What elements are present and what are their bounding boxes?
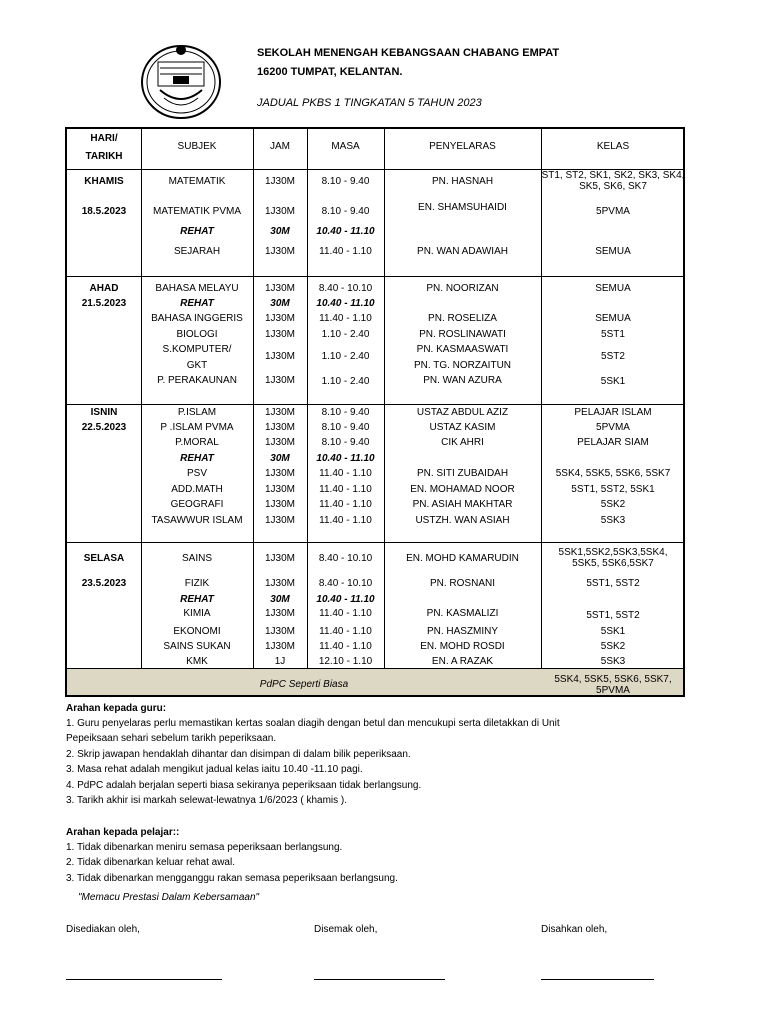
table-cell: 8.10 - 9.40 — [321, 422, 370, 433]
table-cell: 1.10 - 2.40 — [321, 351, 370, 362]
header-kelas: KELAS — [596, 141, 630, 152]
table-cell: 5SK1 — [600, 626, 626, 637]
table-cell: 5ST1, 5ST2, 5SK1 — [571, 484, 655, 495]
table-cell: GKT — [186, 360, 208, 371]
exam-schedule-table — [65, 127, 685, 697]
day-khamis: KHAMIS — [84, 176, 124, 187]
table-cell: USTAZ ABDUL AZIZ — [416, 407, 509, 418]
table-cell: 30M — [270, 453, 290, 464]
table-cell: CIK AHRI — [441, 437, 484, 448]
table-cell: 1J30M — [264, 553, 295, 564]
table-cell: PELAJAR ISLAM — [574, 407, 652, 418]
table-cell: KIMIA — [183, 608, 211, 619]
date-ahad: 21.5.2023 — [81, 298, 127, 309]
table-cell: 1J30M — [264, 499, 295, 510]
table-cell: P .ISLAM PVMA — [160, 422, 234, 433]
table-cell: PELAJAR SIAM — [577, 437, 649, 448]
table-cell: 11.40 - 1.10 — [319, 626, 372, 637]
guru-note: 2. Skrip jawapan hendaklah dihantar dan disimpan di dalam bilik peperiksaan. — [66, 749, 411, 760]
table-cell: 1J30M — [264, 283, 295, 294]
table-cell: PN. WAN ADAWIAH — [417, 246, 508, 257]
table-cell: PN. ROSELIZA — [428, 313, 497, 324]
table-cell: 5SK3 — [600, 515, 626, 526]
table-cell: REHAT — [180, 298, 214, 309]
signature-line — [541, 979, 654, 980]
table-cell: 5SK3 — [600, 656, 626, 667]
header-masa: MASA — [331, 141, 360, 152]
table-cell: 8.40 - 10.10 — [318, 553, 373, 564]
table-cell: REHAT — [180, 453, 214, 464]
table-cell: 11.40 - 1.10 — [319, 641, 372, 652]
pelajar-notes-title: Arahan kepada pelajar:: — [66, 827, 180, 838]
signature-disediakan: Disediakan oleh, — [66, 924, 140, 935]
table-cell: EN. MOHD KAMARUDIN — [406, 553, 519, 564]
table-cell: EN. MOHD ROSDI — [420, 641, 505, 652]
table-cell: 11.40 - 1.10 — [319, 499, 372, 510]
table-cell: 1J30M — [264, 329, 295, 340]
table-cell: S.KOMPUTER/ — [162, 344, 232, 355]
guru-note: 3. Tarikh akhir isi markah selewat-lewatnya 1/6/2023 ( khamis ). — [66, 795, 348, 806]
table-cell: 10.40 - 11.10 — [316, 226, 375, 237]
table-cell: 30M — [270, 298, 290, 309]
table-cell: BAHASA MELAYU — [155, 283, 239, 294]
table-cell: PN. WAN AZURA — [423, 375, 502, 386]
header-tarikh: TARIKH — [85, 151, 123, 162]
table-cell: 1J30M — [264, 468, 295, 479]
table-cell: 10.40 - 11.10 — [316, 594, 375, 605]
pdpc-label: PdPC Seperti Biasa — [259, 679, 349, 690]
table-cell: 30M — [270, 226, 290, 237]
table-cell: 30M — [270, 594, 290, 605]
table-cell: 1J30M — [264, 351, 295, 362]
table-cell: 1J30M — [264, 484, 295, 495]
table-cell: P.MORAL — [175, 437, 219, 448]
table-cell: 8.10 - 9.40 — [321, 176, 370, 187]
table-cell: MATEMATIK PVMA — [153, 206, 241, 217]
table-cell: GEOGRAFI — [170, 499, 224, 510]
table-cell: 8.40 - 10.10 — [318, 283, 373, 294]
table-cell: SAINS — [181, 553, 212, 564]
table-cell: 11.40 - 1.10 — [319, 468, 372, 479]
guru-note: 4. PdPC adalah berjalan seperti biasa sekiranya peperiksaan tidak berlangsung. — [66, 780, 422, 791]
table-cell: 8.40 - 10.10 — [318, 578, 373, 589]
table-cell: PSV — [186, 468, 207, 479]
table-cell: PN. HASZMINY — [426, 626, 499, 637]
day-isnin: ISNIN — [90, 407, 118, 418]
table-cell: PN. KASMAASWATI — [416, 344, 509, 355]
table-cell: 8.10 - 9.40 — [321, 437, 370, 448]
table-cell: P. PERAKAUNAN — [157, 375, 237, 386]
table-cell: 10.40 - 11.10 — [316, 453, 375, 464]
date-khamis: 18.5.2023 — [81, 206, 127, 217]
table-cell: 8.10 - 9.40 — [321, 206, 370, 217]
table-cell: ST1, ST2, SK1, SK2, SK3, SK4, — [541, 170, 685, 181]
motto: "Memacu Prestasi Dalam Kebersamaan" — [78, 892, 260, 903]
table-cell: 5PVMA — [596, 422, 630, 433]
table-cell: PN. ROSLINAWATI — [419, 329, 506, 340]
table-cell: SAINS SUKAN — [163, 641, 231, 652]
table-cell: 1J30M — [264, 206, 295, 217]
table-cell: TASAWWUR ISLAM — [151, 515, 243, 526]
table-cell: REHAT — [180, 594, 214, 605]
pelajar-note: 3. Tidak dibenarkan mengganggu rakan semasa peperiksaan berlangsung. — [66, 873, 398, 884]
signature-line — [314, 979, 445, 980]
table-cell: SEMUA — [595, 283, 631, 294]
table-cell: 11.40 - 1.10 — [319, 608, 372, 619]
date-isnin: 22.5.2023 — [81, 422, 127, 433]
table-cell: 5SK5, 5SK6,5SK7 — [572, 558, 654, 569]
table-cell: 1J30M — [264, 313, 295, 324]
signature-disemak: Disemak oleh, — [314, 924, 378, 935]
table-cell: 5SK4, 5SK5, 5SK6, 5SK7 — [555, 468, 671, 479]
table-cell: 5SK1 — [600, 376, 626, 387]
table-cell: BAHASA INGGERIS — [151, 313, 243, 324]
table-cell: 1J30M — [264, 176, 295, 187]
table-cell: EN. MOHAMAD NOOR — [410, 484, 515, 495]
table-cell: 11.40 - 1.10 — [319, 515, 372, 526]
table-cell: 1J30M — [264, 375, 295, 386]
table-cell: 1.10 - 2.40 — [321, 329, 370, 340]
table-cell: 11.40 - 1.10 — [319, 484, 372, 495]
table-cell: P.ISLAM — [177, 407, 217, 418]
header-subjek: SUBJEK — [177, 141, 217, 152]
school-address: 16200 TUMPAT, KELANTAN. — [257, 66, 403, 78]
table-cell: 1J30M — [264, 437, 295, 448]
pelajar-note: 2. Tidak dibenarkan keluar rehat awal. — [66, 857, 235, 868]
table-cell: PN. SITI ZUBAIDAH — [416, 468, 509, 479]
table-cell: FIZIK — [184, 578, 210, 589]
table-cell: SEMUA — [595, 246, 631, 257]
table-cell: 5ST1, 5ST2 — [586, 578, 640, 589]
school-name: SEKOLAH MENENGAH KEBANGSAAN CHABANG EMPAT — [257, 47, 560, 59]
table-cell: 12.10 - 1.10 — [318, 656, 373, 667]
table-cell: REHAT — [180, 226, 214, 237]
table-cell: ADD.MATH — [171, 484, 223, 495]
table-cell: EN. SHAMSUHAIDI — [418, 202, 507, 213]
table-cell: 5ST1 — [601, 329, 625, 340]
table-cell: 5SK2 — [600, 641, 626, 652]
table-cell: SEJARAH — [173, 246, 221, 257]
table-cell: 8.10 - 9.40 — [321, 407, 370, 418]
pdpc-kelas: 5SK4, 5SK5, 5SK6, 5SK7, — [554, 674, 672, 685]
guru-notes-title: Arahan kepada guru: — [66, 703, 167, 714]
table-cell: 5PVMA — [596, 206, 630, 217]
pelajar-note: 1. Tidak dibenarkan meniru semasa peperiksaan berlangsung. — [66, 842, 343, 853]
day-ahad: AHAD — [89, 283, 119, 294]
table-cell: 1J30M — [264, 407, 295, 418]
table-cell: PN. TG. NORZAITUN — [413, 360, 512, 371]
guru-note: 3. Masa rehat adalah mengikut jadual kelas iaitu 10.40 -11.10 pagi. — [66, 764, 363, 775]
table-cell: 5ST2 — [601, 351, 625, 362]
table-cell: EN. A RAZAK — [431, 656, 494, 667]
table-cell: 1J30M — [264, 641, 295, 652]
table-cell: 5SK2 — [600, 499, 626, 510]
table-cell: 1.10 - 2.40 — [321, 376, 370, 387]
header-penyelaras: PENYELARAS — [429, 141, 496, 152]
pdpc-kelas-2: 5PVMA — [596, 685, 630, 696]
table-cell: 11.40 - 1.10 — [319, 313, 372, 324]
table-cell: 5ST1, 5ST2 — [586, 610, 640, 621]
guru-note: Pepeiksaan sehari sebelum tarikh peperiksaan. — [66, 733, 277, 744]
school-logo — [140, 40, 222, 120]
table-cell: PN. NOORIZAN — [426, 283, 499, 294]
table-cell: KMK — [186, 656, 208, 667]
table-cell: USTZH. WAN ASIAH — [415, 515, 510, 526]
table-cell: BIOLOGI — [176, 329, 218, 340]
table-cell: 10.40 - 11.10 — [316, 298, 375, 309]
table-cell: 1J30M — [264, 608, 295, 619]
table-cell: PN. ASIAH MAKHTAR — [412, 499, 513, 510]
guru-note: 1. Guru penyelaras perlu memastikan kertas soalan diagih dengan betul dan mencukupi serta diletakkan di Unit — [66, 718, 560, 729]
table-cell: 1J30M — [264, 515, 295, 526]
document-title: JADUAL PKBS 1 TINGKATAN 5 TAHUN 2023 — [257, 97, 482, 109]
date-selasa: 23.5.2023 — [81, 578, 127, 589]
table-cell: EKONOMI — [173, 626, 221, 637]
day-selasa: SELASA — [83, 553, 125, 564]
table-cell: 5SK1,5SK2,5SK3,5SK4, — [558, 547, 668, 558]
table-cell: 1J30M — [264, 578, 295, 589]
table-cell: 1J30M — [264, 422, 295, 433]
table-cell: SK5, SK6, SK7 — [579, 181, 647, 192]
table-cell: PN. ROSNANI — [429, 578, 495, 589]
table-cell: SEMUA — [595, 313, 631, 324]
signature-disahkan: Disahkan oleh, — [541, 924, 608, 935]
table-cell: PN. KASMALIZI — [426, 608, 499, 619]
table-cell: 11.40 - 1.10 — [319, 246, 372, 257]
table-cell: PN. HASNAH — [431, 176, 494, 187]
header-hari: HARI/ — [90, 133, 118, 144]
header-jam: JAM — [270, 141, 290, 152]
table-cell: USTAZ KASIM — [429, 422, 496, 433]
table-cell: MATEMATIK — [168, 176, 226, 187]
table-cell: 1J — [274, 656, 286, 667]
table-cell: 1J30M — [264, 246, 295, 257]
table-cell: 1J30M — [264, 626, 295, 637]
signature-line — [66, 979, 222, 980]
